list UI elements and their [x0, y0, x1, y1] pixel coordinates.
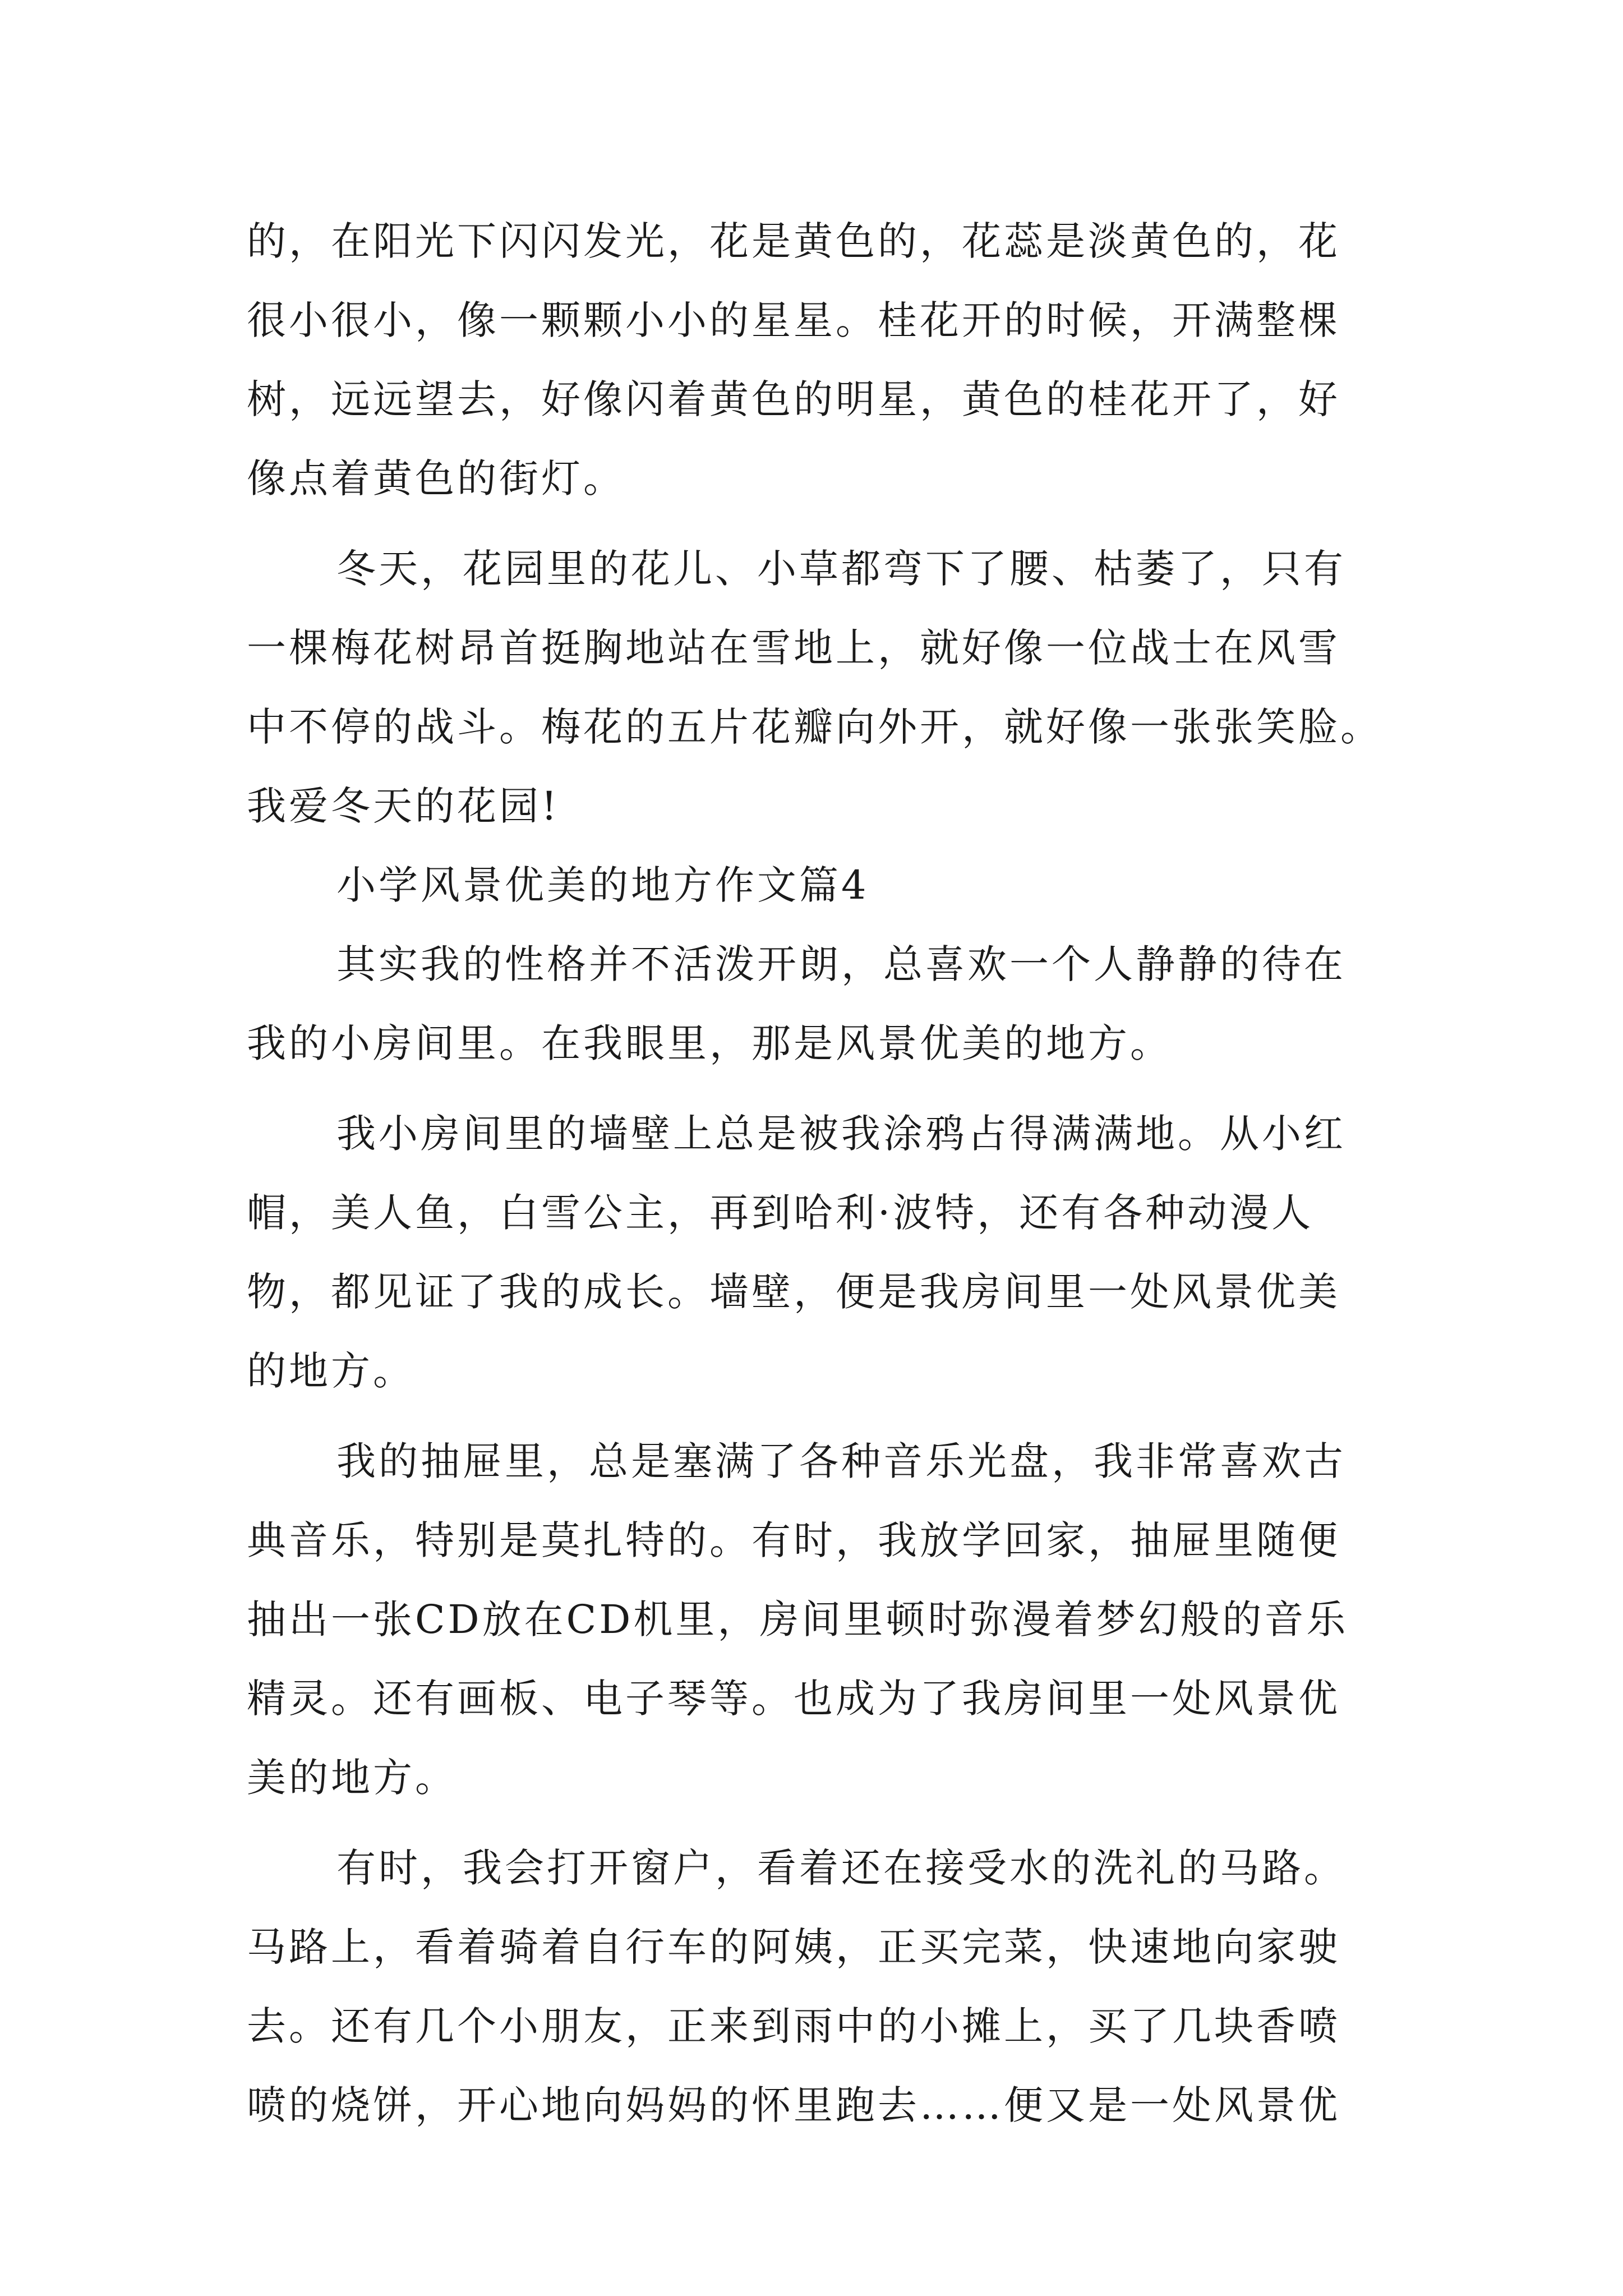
- paragraph-line: 典音乐，特别是莫扎特的。有时，我放学回家，抽屉里随便: [247, 1517, 1340, 1563]
- paragraph-line: 我的小房间里。在我眼里，那是风景优美的地方。: [247, 1020, 1172, 1066]
- paragraph-2: [247, 530, 1391, 846]
- paragraph-4: [247, 1094, 1391, 1411]
- paragraph-6: [247, 1829, 1391, 2145]
- paragraph-line: 有时，我会打开窗户，看着还在接受水的洗礼的马路。: [336, 1845, 1346, 1891]
- paragraph-line: 的，在阳光下闪闪发光，花是黄色的，花蕊是淡黄色的，花: [247, 218, 1340, 264]
- paragraph-line: 精灵。还有画板、电子琴等。也成为了我房间里一处风景优: [247, 1676, 1340, 1722]
- paragraph-line: 很小很小，像一颗颗小小的星星。桂花开的时候，开满整棵: [247, 297, 1340, 343]
- paragraph-line: 我小房间里的墙壁上总是被我涂鸦占得满满地。从小红: [336, 1111, 1346, 1157]
- paragraph-line: 美的地方。: [247, 1755, 457, 1801]
- paragraph-line: 冬天，花园里的花儿、小草都弯下了腰、枯萎了，只有: [336, 546, 1346, 592]
- paragraph-line: 物，都见证了我的成长。墙壁，便是我房间里一处风景优美: [247, 1269, 1340, 1315]
- paragraph-line: 去。还有几个小朋友，正来到雨中的小摊上，买了几块香喷: [247, 2003, 1340, 2049]
- paragraph-line: 的地方。: [247, 1348, 415, 1394]
- paragraph-line: 其实我的性格并不活泼开朗，总喜欢一个人静静的待在: [336, 941, 1346, 987]
- paragraph-line: 我的抽屉里，总是塞满了各种音乐光盘，我非常喜欢古: [336, 1438, 1346, 1484]
- section-heading: [247, 846, 1391, 925]
- paragraph-line: 我爱冬天的花园!: [247, 783, 560, 829]
- document-body: [247, 202, 1391, 2145]
- paragraph-line: 像点着黄色的街灯。: [247, 455, 625, 501]
- paragraph-line: 中不停的战斗。梅花的五片花瓣向外开，就好像一张张笑脸。: [247, 704, 1382, 750]
- paragraph-line: 一棵梅花树昂首挺胸地站在雪地上，就好像一位战士在风雪: [247, 625, 1340, 671]
- paragraph-1: [247, 202, 1391, 518]
- paragraph-line: 喷的烧饼，开心地向妈妈的怀里跑去……便又是一处风景优: [247, 2082, 1340, 2128]
- paragraph-5: [247, 1422, 1391, 1818]
- paragraph-line: 树，远远望去，好像闪着黄色的明星，黄色的桂花开了，好: [247, 376, 1340, 422]
- paragraph-line: 马路上，看着骑着自行车的阿姨，正买完菜，快速地向家驶: [247, 1924, 1340, 1970]
- section-heading-text: 小学风景优美的地方作文篇4: [336, 862, 869, 908]
- paragraph-3: [247, 925, 1391, 1083]
- paragraph-line: 帽，美人鱼，白雪公主，再到哈利·波特，还有各种动漫人: [247, 1190, 1314, 1236]
- paragraph-line: 抽出一张CD放在CD机里，房间里顿时弥漫着梦幻般的音乐: [247, 1596, 1349, 1642]
